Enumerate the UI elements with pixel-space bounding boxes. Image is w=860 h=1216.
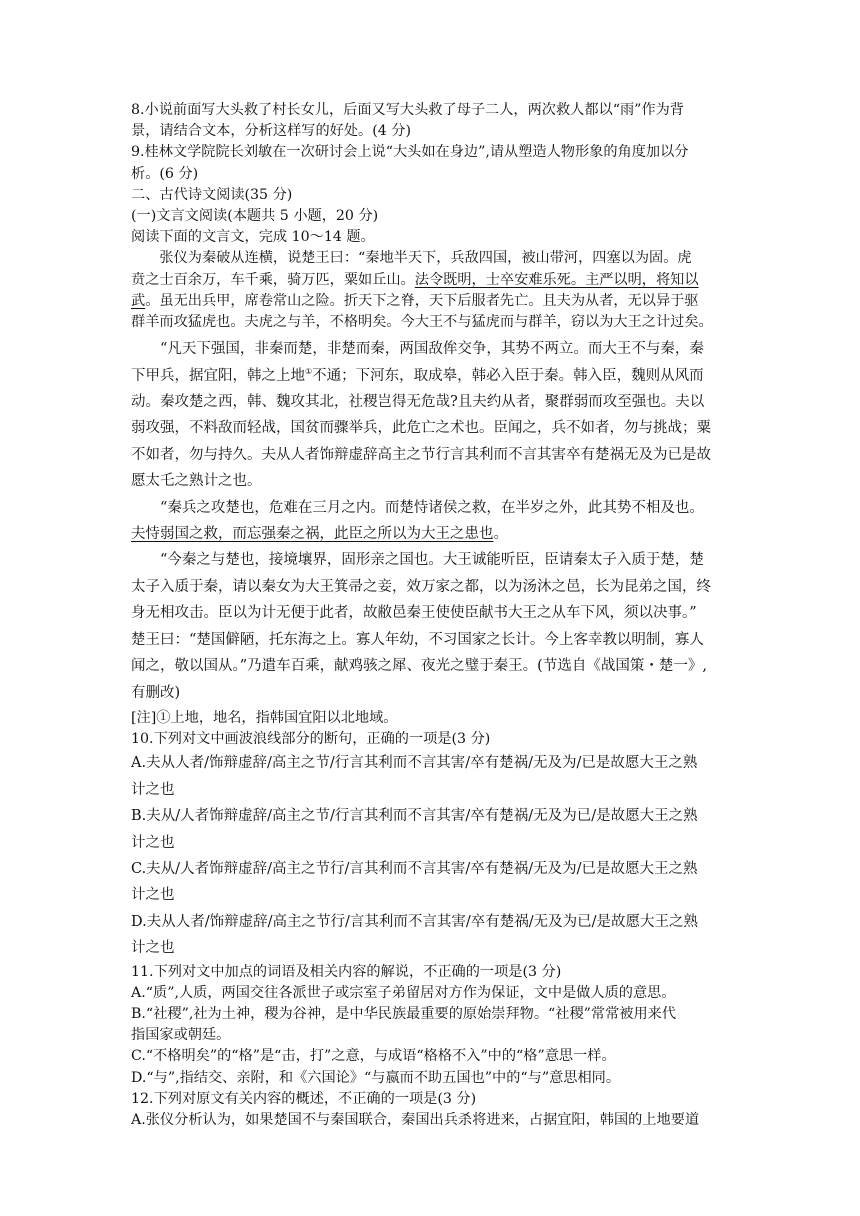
passage-line: 群羊而攻猛虎也。夫虎之与羊，不格明矣。今大王不与猛虎而与群羊，窃以为大王之计过矣。 xyxy=(131,314,713,331)
footnote-marker: ① xyxy=(305,366,313,376)
section-heading: 二、古代诗文阅读(35 分) xyxy=(131,186,293,203)
passage-line: “今秦之与楚也，接境壤界，固形亲之国也。大王诚能听臣，臣请秦太子入质于楚，楚 xyxy=(160,552,704,569)
passage-text: 动。秦攻楚之西，韩、魏攻其北， xyxy=(131,394,349,411)
passage-line: 有删改) xyxy=(131,684,181,701)
option-d-cont: 计之也 xyxy=(131,940,175,957)
underlined-text: 武 xyxy=(131,292,146,309)
passage-paragraph-3 xyxy=(131,495,731,548)
passage-line: 愿太乇之熟计之也。 xyxy=(131,473,262,490)
passage-line xyxy=(131,389,731,415)
passage-text: 太子入 xyxy=(131,578,175,595)
question-stem: 12.下列对原文有关内容的概述，不正确的一项是(3 分) xyxy=(131,1090,477,1107)
option-b: B.夫从/人者饰辩虚辞/高主之节/行言其利而不言其害/卒有楚祸/无及为已/是故愿大王之熟 xyxy=(131,808,698,825)
option-c-cont: 计之也 xyxy=(131,887,175,904)
question-9-line-2: 析。(6 分) xyxy=(131,165,199,182)
passage-line xyxy=(131,521,731,547)
passage-paragraph-2 xyxy=(131,336,731,494)
passage-line: 身无相攻击。臣以为计无便于此者，故敝邑秦王使使臣献书大王之从车下风，须以决事。” xyxy=(131,605,697,622)
question-stem: 11.下列对文中加点的词语及相关内容的解说，不正确的一项是(3 分) xyxy=(131,963,562,980)
passage-paragraph-4 xyxy=(131,547,731,705)
question-stem: 10.下列对文中画波浪线部分的断句，正确的一项是(3 分) xyxy=(131,731,491,748)
subsection-heading: (一)文言文阅读(本题共 5 小题，20 分) xyxy=(131,208,379,225)
passage-line xyxy=(131,574,731,600)
passage-text: 于秦，请以秦女为大王箕帚之妾，效万家之都，以为汤沐之邑，长为昆弟之国，终 xyxy=(189,578,711,595)
passage-paragraph-1 xyxy=(131,248,731,333)
passage-text: 下甲兵，据宜阳，韩之上地 xyxy=(131,367,305,384)
question-9-line-1: 9.桂林文学院院长刘敏在一次研讨会上说“大头如在身边”,请从塑造人物形象的角度加以分 xyxy=(131,144,689,161)
passage-text: 不通；下河东，取成皋，韩必入臣于秦。韩入臣，魏则从风而 xyxy=(312,367,704,384)
passage-text: 。 xyxy=(493,526,508,543)
question-11 xyxy=(131,962,731,1089)
underlined-text: 夫恃弱国之救，而忘强秦之祸，此臣之所以为大王之患也 xyxy=(131,526,494,543)
passage-line xyxy=(131,270,731,291)
passage xyxy=(131,248,731,706)
option-d: D.夫从人者/饰辩虚辞/高主之节行/言其利而不言其害/卒有楚祸/无及为已/是故愿大王之熟 xyxy=(131,913,699,930)
option-b-cont: 指国家或朝廷。 xyxy=(131,1027,231,1044)
option-b-cont: 计之也 xyxy=(131,834,175,851)
question-8 xyxy=(131,100,731,142)
option-a: A.夫从人者/饰辩虚辞/高主之节/行言其利而不言其害/卒有楚祸/无及为/已是故愿大王之熟 xyxy=(131,755,698,772)
passage-line: 张仪为秦破从连横，说楚王曰：“秦地半天下，兵敌四国，被山带河，四塞以为固。虎 xyxy=(159,250,692,267)
underlined-text: 法令既明，士卒安难乐死。主严以明，将知以 xyxy=(414,271,699,288)
reading-instruction: 阅读下面的文言文，完成 10～14 题。 xyxy=(131,229,375,246)
option-b: B.“社稷”,社为土神，稷为谷神，是中华民族最重要的原始崇拜物。“社稷”常常被用来代 xyxy=(131,1005,677,1022)
option-a: A.张仪分析认为，如果楚国不与秦国联合，秦国出兵杀将进来，占据宜阳，韩国的上地要道 xyxy=(131,1112,700,1128)
passage-text: 稷岂得无危哉?且夫约从者，聚群弱而攻至强也。夫以 xyxy=(363,394,705,411)
dotted-word: 社 xyxy=(348,394,363,411)
passage-line xyxy=(131,363,731,389)
question-8-line-2: 景，请结合文本，分析这样写的好处。(4 分) xyxy=(131,123,411,140)
question-12 xyxy=(131,1089,731,1131)
passage-line: 弱攻强，不料敌而轻战，国贫而骤举兵，此危亡之术也。臣闻之，兵不如者，勿与挑战；粟 xyxy=(131,420,711,437)
question-9 xyxy=(131,142,731,184)
dotted-word: 质 xyxy=(174,578,189,595)
option-a: A.“质”,人质，两国交往各派世子或宗室子弟留居对方作为保证，文中是做人质的意思。 xyxy=(131,984,676,1001)
passage-text: 。虽无出兵甲，席卷常山之险。折天下之脊，天下后服者先亡。且夫为从者，无以异于驱 xyxy=(145,292,699,309)
option-c: C.夫从/人者饰辩虚辞/高主之节行/言其利而不言其害/卒有楚祸/无及为/已是故愿大王之熟 xyxy=(131,860,698,877)
passage-line: “秦兵之攻楚也，危难在三月之内。而楚恃诸侯之救，在半岁之外，此其势不相及也。 xyxy=(160,499,704,516)
passage-line: 楚王曰：“楚国僻陋，托东海之上。寡人年幼，不习国家之长计。今上客幸教以明制，寡人 xyxy=(131,631,704,648)
question-8-line-1: 8.小说前面写大头救了村长女儿，后面又写大头救了母子二人，两次救人都以“雨”作为背 xyxy=(131,102,684,118)
question-10 xyxy=(131,729,731,961)
passage-text: 贲之士百余万，车千乘，骑万匹，粟如丘山。 xyxy=(131,271,415,288)
option-c: C.“不格明矣”的“格”是“击，打”之意，与成语“格格不入”中的“格”意思一样。 xyxy=(131,1048,616,1065)
option-a-cont: 计之也 xyxy=(131,781,175,798)
option-d: D.“与”,指结交、亲附，和《六国论》“与嬴而不助五国也”中的“与”意思相同。 xyxy=(131,1069,621,1086)
exam-page xyxy=(131,100,731,1131)
passage-line: 闻之，敬以国从。”乃遣车百乘，献鸡骇之犀、夜光之璧于秦王。(节选自《战国策・楚一》, xyxy=(131,658,707,675)
passage-line: “凡天下强国，非秦而楚，非楚而秦，两国敌侔交争，其势不两立。而大王不与秦，秦 xyxy=(160,341,704,358)
footnote: [注]①上地，地名，指韩国宜阳以北地域。 xyxy=(131,709,398,726)
wavy-underlined-line: 不如者，勿与持久。夫从人者饰辩虚辞高主之节行言其利而不言其害卒有楚祸无及为已是故 xyxy=(131,446,711,463)
passage-line xyxy=(131,291,731,312)
